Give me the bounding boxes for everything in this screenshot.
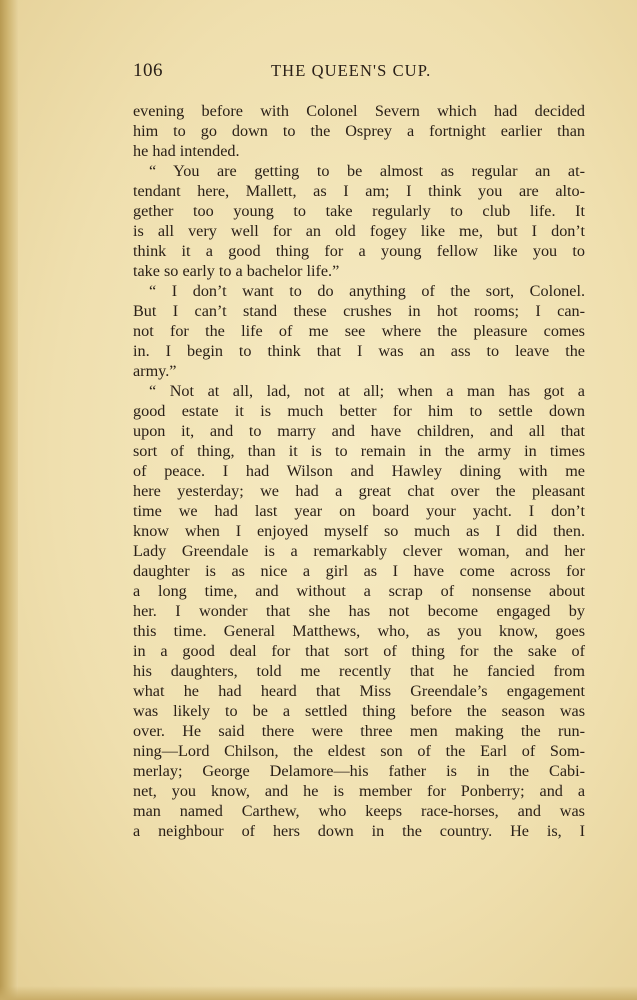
page-number: 106 bbox=[133, 60, 163, 81]
text-line: upon it, and to marry and have children, and all that bbox=[133, 422, 585, 440]
text-line: But I can’t stand these crushes in hot rooms; I can- bbox=[133, 302, 585, 320]
text-line: gether too young to take regularly to club life. It bbox=[133, 202, 585, 220]
text-line: he had intended. bbox=[133, 142, 240, 160]
text-line: his daughters, told me recently that he fancied from bbox=[133, 662, 585, 680]
text-line: this time. General Matthews, who, as you know, goes bbox=[133, 622, 585, 640]
text-line: man named Carthew, who keeps race-horses, and was bbox=[133, 802, 585, 820]
text-line: Lady Greendale is a remarkably clever woman, and her bbox=[133, 542, 585, 560]
text-line: daughter is as nice a girl as I have come across for bbox=[133, 562, 585, 580]
text-line: tendant here, Mallett, as I am; I think you are alto- bbox=[133, 182, 585, 200]
text-line: army.” bbox=[133, 362, 177, 380]
text-line: good estate it is much better for him to settle down bbox=[133, 402, 585, 420]
text-line: evening before with Colonel Severn which had decided bbox=[133, 102, 585, 120]
text-line: “ Not at all, lad, not at all; when a man has got a bbox=[149, 382, 585, 400]
page-spine-shadow bbox=[0, 0, 18, 1000]
body-text bbox=[133, 101, 585, 841]
text-line: was likely to be a settled thing before the season was bbox=[133, 702, 585, 720]
text-line: net, you know, and he is member for Ponberry; and a bbox=[133, 782, 585, 800]
text-line: time we had last year on board your yacht. I don’t bbox=[133, 502, 585, 520]
running-title: THE QUEEN'S CUP. bbox=[271, 61, 432, 80]
text-line: merlay; George Delamore—his father is in the Cabi- bbox=[133, 762, 585, 780]
text-line: sort of thing, than it is to remain in the army in times bbox=[133, 442, 585, 460]
text-line: not for the life of me see where the pleasure comes bbox=[133, 322, 585, 340]
text-line: her. I wonder that she has not become engaged by bbox=[133, 602, 585, 620]
text-line: is all very well for an old fogey like me, but I don’t bbox=[133, 222, 585, 240]
text-line: “ I don’t want to do anything of the sort, Colonel. bbox=[149, 282, 585, 300]
text-line: in. I begin to think that I was an ass to leave the bbox=[133, 342, 585, 360]
text-line: ning—Lord Chilson, the eldest son of the Earl of Som- bbox=[133, 742, 585, 760]
page-bottom-edge bbox=[0, 986, 637, 1000]
page-header bbox=[133, 60, 585, 86]
text-line: in a good deal for that sort of thing for the sake of bbox=[133, 642, 585, 660]
text-line: of peace. I had Wilson and Hawley dining with me bbox=[133, 462, 585, 480]
text-line: here yesterday; we had a great chat over the pleasant bbox=[133, 482, 585, 500]
text-line: think it a good thing for a young fellow like you to bbox=[133, 242, 585, 260]
text-line: over. He said there were three men making the run- bbox=[133, 722, 585, 740]
text-line: a long time, and without a scrap of nonsense about bbox=[133, 582, 585, 600]
text-line: take so early to a bachelor life.” bbox=[133, 262, 340, 280]
text-line: “ You are getting to be almost as regular an at- bbox=[149, 162, 585, 180]
text-line: what he had heard that Miss Greendale’s engagement bbox=[133, 682, 585, 700]
text-line: him to go down to the Osprey a fortnight earlier than bbox=[133, 122, 585, 140]
text-line: a neighbour of hers down in the country. He is, I bbox=[133, 822, 585, 840]
text-line: know when I enjoyed myself so much as I did then. bbox=[133, 522, 585, 540]
